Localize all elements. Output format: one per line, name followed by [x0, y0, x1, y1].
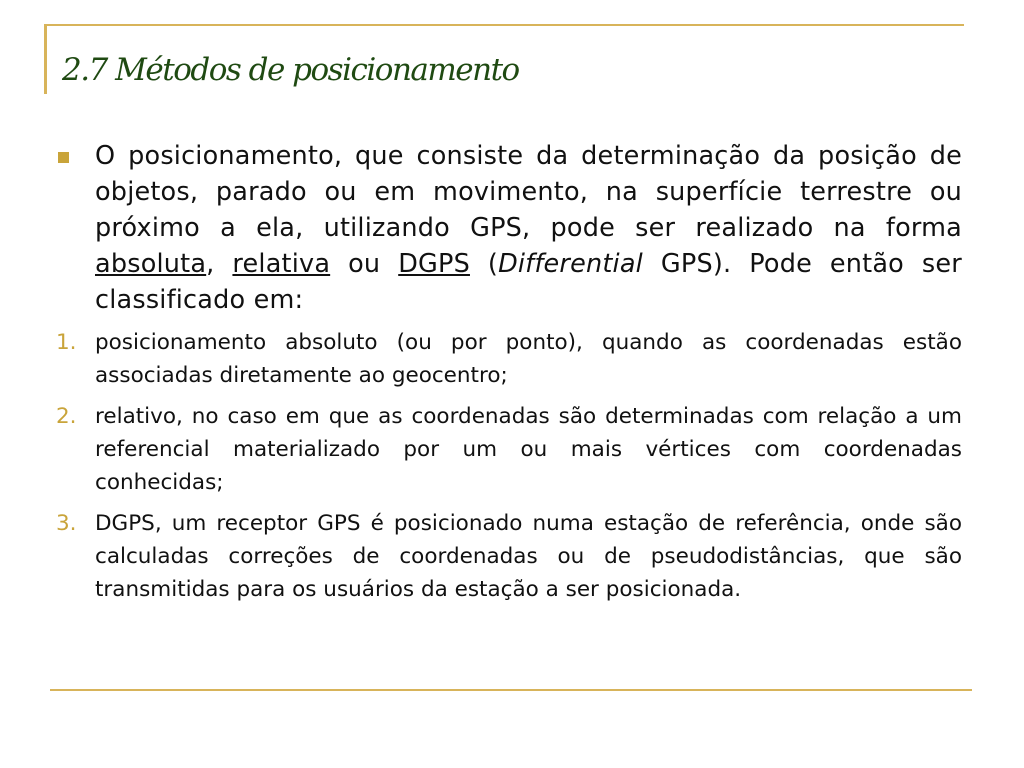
list-item-text: DGPS, um receptor GPS é posicionado numa estação de referência, onde são calculadas correções de coordenadas ou de pseudodistâncias, que são transmitidas para os usuários da estação a ser posicionada. [95, 511, 962, 602]
link-dgps[interactable]: DGPS [398, 249, 470, 279]
frame-left-line [44, 24, 47, 94]
list-item-text: relativo, no caso em que as coordenadas são determinadas com relação a um referencial materializado por um ou mais vértices com coordenadas conhecidas; [95, 404, 962, 495]
square-bullet-icon [58, 152, 69, 163]
list-item-text: posicionamento absoluto (ou por ponto), quando as coordenadas estão associadas diretamente ao geocentro; [95, 330, 962, 388]
page-title: 2.7 Métodos de posicionamento [62, 52, 519, 88]
list-item [56, 400, 962, 499]
footer-divider [50, 689, 972, 691]
intro-sep-3: ( [469, 249, 499, 279]
list-item [56, 326, 962, 392]
intro-sep-2: ou [330, 249, 399, 279]
link-relativa[interactable]: relativa [232, 249, 331, 279]
list-number: 1. [56, 330, 77, 355]
list-item [56, 507, 962, 606]
intro-italic-term: Differential [498, 249, 643, 279]
intro-paragraph [56, 138, 962, 318]
method-list [56, 326, 962, 606]
intro-sep-1: , [206, 249, 233, 279]
list-number: 2. [56, 404, 77, 429]
intro-text-end: GPS). Pode então ser classificado em: [95, 249, 962, 315]
slide-content [56, 138, 962, 614]
link-absoluta[interactable]: absoluta [95, 249, 207, 279]
intro-text-start: O posicionamento, que consiste da determinação da posição de objetos, parado ou em movimento, na superfície terrestre ou próximo a ela, utilizando GPS, pode ser realizado na forma [95, 141, 962, 243]
frame-top-line [44, 24, 964, 26]
list-number: 3. [56, 511, 77, 536]
